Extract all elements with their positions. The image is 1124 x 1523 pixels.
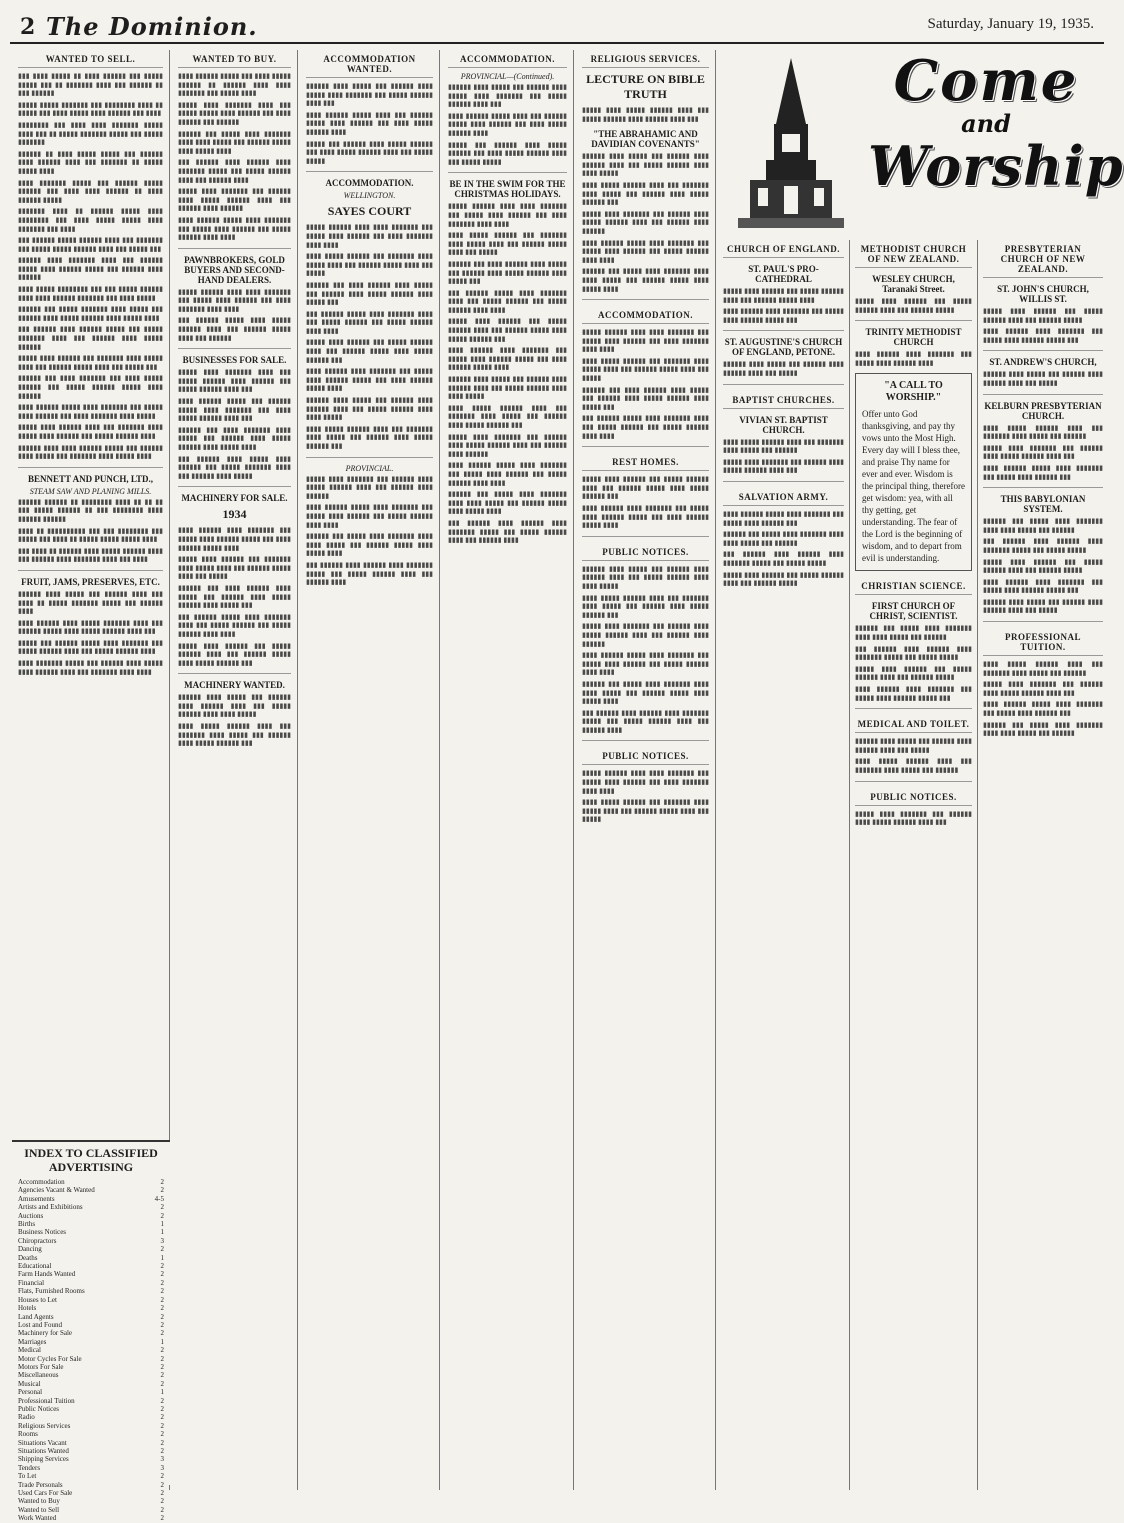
- section-heading: METHODIST CHURCH OF NEW ZEALAND.: [855, 240, 972, 268]
- section-heading: MEDICAL AND TOILET.: [855, 715, 972, 733]
- index-entry-page: 2: [160, 1211, 164, 1220]
- section-heading: RELIGIOUS SERVICES.: [582, 50, 709, 68]
- index-entry-page: 2: [160, 1497, 164, 1506]
- ad-heading: LECTURE ON BIBLE TRUTH: [586, 72, 705, 101]
- index-entry-label: Agencies Vacant & Wanted: [18, 1186, 95, 1195]
- section-heading: FRUIT, JAMS, PRESERVES, ETC.: [21, 576, 160, 587]
- classified-text-block: ▮▮▮▮▮▮ ▮▮▮▮ ▮▮▮▮▮ ▮▮▮ ▮▮▮▮▮▮ ▮▮▮▮ ▮▮▮▮▮▮ ▮▮▮▮ ▮▮▮ ▮▮▮▮▮ ▮▮▮▮▮▮ ▮▮▮▮ ▮▮▮▮ ▮▮▮▮▮ ▮▮▮▮ ▮▮▮▮▮ ▮▮▮▮▮▮ ▮▮▮▮ ▮▮▮ ▮▮▮▮▮▮▮ ▮▮▮▮ ▮▮▮▮▮ ▮▮▮ ▮▮▮▮▮▮ ▮▮▮▮ ▮▮▮▮▮ ▮▮▮▮▮▮ ▮▮▮: [178, 693, 291, 748]
- section-heading: CHRISTIAN SCIENCE.: [855, 577, 972, 595]
- index-entry: [18, 1270, 164, 1278]
- section-heading: PRESBYTERIAN CHURCH OF NEW ZEALAND.: [983, 240, 1103, 278]
- index-entry: [18, 1262, 164, 1270]
- classified-text-block: ▮▮▮▮ ▮▮▮▮▮ ▮▮▮▮▮▮ ▮▮▮▮ ▮▮▮ ▮▮▮▮▮▮▮ ▮▮▮▮ ▮▮▮▮▮ ▮▮▮ ▮▮▮▮▮▮ ▮▮▮▮▮ ▮▮▮▮ ▮▮▮▮▮▮▮ ▮▮▮ ▮▮▮▮▮▮ ▮▮▮▮ ▮▮▮▮▮ ▮▮▮▮▮▮ ▮▮▮▮ ▮▮▮: [723, 437, 844, 475]
- index-entry: [18, 1355, 164, 1363]
- index-entry-label: Amusements: [18, 1194, 55, 1203]
- index-entry-label: Situations Wanted: [18, 1447, 69, 1455]
- church-heading: ST. ANDREW'S CHURCH,: [989, 357, 1097, 368]
- section-subheading: PROVINCIAL—(Continued).: [460, 72, 555, 81]
- index-entry: [18, 1481, 164, 1489]
- index-entry-page: 2: [160, 1379, 164, 1388]
- index-entry-label: Rooms: [18, 1430, 38, 1439]
- page-number: 2: [20, 14, 36, 40]
- divider: [582, 536, 709, 537]
- index-entry: [18, 1472, 164, 1480]
- index-entry: [18, 1464, 164, 1472]
- index-entry-label: Accommodation: [18, 1178, 65, 1186]
- index-entry: [18, 1203, 164, 1211]
- index-entry-label: Auctions: [18, 1211, 44, 1220]
- church-spire-illustration: [736, 54, 846, 232]
- index-entry-label: Flats, Furnished Rooms: [18, 1287, 85, 1296]
- index-entry: [18, 1497, 164, 1505]
- classified-text-block: ▮▮▮▮ ▮▮▮▮▮ ▮▮▮▮▮▮ ▮▮▮▮ ▮▮▮ ▮▮▮▮▮▮▮ ▮▮▮▮ ▮▮▮▮▮ ▮▮▮ ▮▮▮▮▮▮ ▮▮▮▮▮ ▮▮▮▮ ▮▮▮▮▮▮▮ ▮▮▮ ▮▮▮▮▮▮ ▮▮▮▮ ▮▮▮▮▮ ▮▮▮▮▮▮ ▮▮▮▮ ▮▮▮ ▮▮▮▮ ▮▮▮▮▮▮ ▮▮▮▮▮ ▮▮▮▮ ▮▮▮▮▮▮▮ ▮▮▮ ▮▮▮▮▮ ▮▮▮▮ ▮▮▮▮▮▮ ▮▮▮ ▮▮▮▮▮▮ ▮▮▮ ▮▮▮▮▮ ▮▮▮▮ ▮▮▮▮▮▮▮ ▮▮▮▮ ▮▮▮▮ ▮▮▮▮▮ ▮▮▮ ▮▮▮▮▮▮: [983, 660, 1103, 738]
- divider: [18, 570, 163, 571]
- index-entry: [18, 1447, 164, 1455]
- banner-word-2: and: [961, 109, 1011, 138]
- index-entry: [18, 1220, 164, 1228]
- index-entry-page: 2: [160, 1430, 164, 1439]
- index-entry: [18, 1346, 164, 1354]
- divider: [723, 330, 844, 331]
- index-entry-label: Deaths: [18, 1253, 38, 1262]
- divider: [582, 740, 709, 741]
- index-entry-page: 2: [160, 1186, 164, 1195]
- church-heading: ST. JOHN'S CHURCH, WILLIS ST.: [997, 284, 1089, 304]
- divider: [723, 384, 844, 385]
- classified-text-block: ▮▮▮▮▮ ▮▮▮▮ ▮▮▮▮▮▮ ▮▮▮ ▮▮▮▮▮ ▮▮▮▮▮▮ ▮▮▮▮ ▮▮▮ ▮▮▮▮▮▮ ▮▮▮▮▮ ▮▮▮▮ ▮▮▮▮ ▮▮▮▮▮▮ ▮▮▮▮ ▮▮▮▮▮▮▮ ▮▮▮ ▮▮▮▮▮ ▮▮▮▮ ▮▮▮▮▮▮ ▮▮▮▮▮ ▮▮▮: [723, 287, 844, 324]
- index-entry: [18, 1178, 164, 1186]
- index-entry-page: 2: [160, 1278, 164, 1287]
- index-entry-page: 1: [160, 1337, 164, 1346]
- index-entry: [18, 1186, 164, 1194]
- divider: [178, 673, 291, 674]
- index-entry-label: Trade Personals: [18, 1480, 63, 1489]
- divider: [306, 457, 433, 458]
- index-entry: [18, 1254, 164, 1262]
- classified-text-block: ▮▮▮▮▮ ▮▮▮▮▮▮ ▮▮▮▮ ▮▮▮▮ ▮▮▮▮▮▮▮ ▮▮▮ ▮▮▮▮▮ ▮▮▮▮ ▮▮▮▮▮▮ ▮▮▮ ▮▮▮▮ ▮▮▮▮▮▮▮ ▮▮▮▮ ▮▮▮▮ ▮▮▮▮ ▮▮▮▮▮ ▮▮▮▮▮▮ ▮▮▮ ▮▮▮▮▮▮▮ ▮▮▮▮ ▮▮▮▮▮ ▮▮▮▮ ▮▮▮ ▮▮▮▮▮▮ ▮▮▮▮▮ ▮▮▮▮ ▮▮▮ ▮▮▮▮▮ ▮▮▮▮▮▮ ▮▮▮ ▮▮▮▮ ▮▮▮▮▮▮ ▮▮▮▮ ▮▮▮▮▮ ▮▮▮ ▮▮▮▮▮▮ ▮▮▮▮ ▮▮▮▮▮ ▮▮▮▮▮▮ ▮▮▮▮ ▮▮▮▮▮ ▮▮▮ ▮▮▮ ▮▮▮▮▮▮ ▮▮▮▮▮ ▮▮▮▮ ▮▮▮▮▮▮▮ ▮▮▮▮ ▮▮▮ ▮▮▮▮▮ ▮▮▮▮▮▮ ▮▮▮ ▮▮▮▮▮ ▮▮▮▮▮▮ ▮▮▮▮ ▮▮▮▮: [582, 328, 709, 440]
- section-heading: PUBLIC NOTICES.: [855, 788, 972, 806]
- worship-column-presbyterian: [978, 240, 1108, 1490]
- banner-word-1: Come: [893, 48, 1079, 114]
- section-heading: PROFESSIONAL TUITION.: [983, 628, 1103, 656]
- index-entry-page: 2: [160, 1447, 164, 1455]
- index-entry: [18, 1397, 164, 1405]
- index-entry-label: Work Wanted: [18, 1514, 57, 1523]
- index-entry-page: 2: [160, 1489, 164, 1498]
- index-entry-page: 1: [160, 1220, 164, 1229]
- index-entry-label: Artists and Exhibitions: [18, 1203, 83, 1212]
- column-wanted-to-buy: [172, 50, 298, 1490]
- index-entry-label: Hotels: [18, 1304, 37, 1313]
- section-subheading: PROVINCIAL.: [345, 463, 394, 473]
- index-entry-label: Tenders: [18, 1463, 41, 1472]
- ad-year: 1934: [222, 507, 247, 522]
- index-entry: [18, 1338, 164, 1346]
- index-entry-page: 2: [160, 1413, 164, 1422]
- church-heading: KELBURN PRESBYTERIAN CHURCH.: [984, 400, 1102, 421]
- section-heading: CHURCH OF ENGLAND.: [723, 240, 844, 258]
- index-entry-label: Miscellaneous: [18, 1371, 59, 1380]
- worship-column-methodist: [850, 240, 978, 1490]
- index-entry: [18, 1363, 164, 1371]
- index-entry-label: Wanted to Buy: [18, 1497, 60, 1506]
- ad-subheading: "THE ABRAHAMIC AND DAVIDIAN COVENANTS": [591, 129, 700, 150]
- section-heading: WANTED TO BUY.: [178, 50, 291, 68]
- index-entry-label: Public Notices: [18, 1404, 60, 1413]
- classified-text-block: ▮▮▮▮▮ ▮▮▮▮▮▮ ▮▮▮▮ ▮▮▮▮ ▮▮▮▮▮▮▮ ▮▮▮ ▮▮▮▮▮ ▮▮▮▮ ▮▮▮▮▮▮ ▮▮▮ ▮▮▮▮ ▮▮▮▮▮▮▮ ▮▮▮▮ ▮▮▮▮ ▮▮▮▮ ▮▮▮▮▮ ▮▮▮▮▮▮ ▮▮▮ ▮▮▮▮▮▮▮ ▮▮▮▮ ▮▮▮▮▮ ▮▮▮▮ ▮▮▮ ▮▮▮▮▮▮ ▮▮▮▮▮ ▮▮▮▮ ▮▮▮ ▮▮▮▮▮ ▮▮▮▮▮▮ ▮▮▮ ▮▮▮▮ ▮▮▮▮▮▮ ▮▮▮▮ ▮▮▮▮▮ ▮▮▮ ▮▮▮▮▮▮ ▮▮▮▮ ▮▮▮▮▮ ▮▮▮▮▮▮ ▮▮▮▮ ▮▮▮▮▮ ▮▮▮ ▮▮▮ ▮▮▮▮▮▮ ▮▮▮▮▮ ▮▮▮▮ ▮▮▮▮▮▮▮ ▮▮▮▮ ▮▮▮ ▮▮▮▮▮ ▮▮▮▮▮▮ ▮▮▮ ▮▮▮▮▮ ▮▮▮▮▮▮ ▮▮▮▮ ▮▮▮▮ ▮▮▮▮▮ ▮▮▮▮ ▮▮▮▮▮▮ ▮▮▮ ▮▮▮▮▮ ▮▮▮▮▮▮ ▮▮▮▮ ▮▮▮ ▮▮▮▮▮▮ ▮▮▮▮▮ ▮▮▮▮ ▮▮▮▮▮ ▮▮▮▮▮▮ ▮▮▮ ▮▮▮▮ ▮▮▮▮▮▮ ▮▮▮▮ ▮▮▮▮▮▮▮ ▮▮▮ ▮▮▮▮▮ ▮▮▮▮ ▮▮▮▮▮▮ ▮▮▮▮▮ ▮▮▮ ▮▮▮▮ ▮▮▮▮▮▮ ▮▮▮▮▮ ▮▮▮▮ ▮▮▮▮▮▮ ▮▮▮▮ ▮▮▮▮▮ ▮▮▮ ▮▮▮▮▮▮ ▮▮▮▮ ▮▮▮▮▮▮ ▮▮▮▮ ▮▮▮ ▮▮▮▮▮ ▮▮▮▮▮▮ ▮▮▮▮ ▮▮▮▮ ▮▮▮▮▮ ▮▮▮▮ ▮▮▮▮▮ ▮▮▮▮▮▮ ▮▮▮▮ ▮▮▮ ▮▮▮▮▮▮▮ ▮▮▮▮ ▮▮▮▮▮ ▮▮▮ ▮▮▮▮▮▮ ▮▮▮▮ ▮▮▮▮▮ ▮▮▮▮▮▮ ▮▮▮ ▮▮▮▮▮ ▮▮▮▮ ▮▮▮▮▮▮▮ ▮▮▮ ▮▮▮▮▮▮ ▮▮▮▮ ▮▮▮▮▮ ▮▮▮▮▮▮ ▮▮▮▮ ▮▮▮ ▮▮▮▮▮▮ ▮▮▮▮ ▮▮▮▮▮▮ ▮▮▮▮ ▮▮▮▮▮▮ ▮▮▮▮▮ ▮▮▮▮ ▮▮▮▮▮▮▮ ▮▮▮ ▮▮▮▮▮ ▮▮▮▮ ▮▮▮▮▮▮ ▮▮▮ ▮▮▮▮▮ ▮▮▮▮▮▮ ▮▮▮▮ ▮▮▮▮ ▮▮▮▮▮▮ ▮▮▮ ▮▮▮▮▮ ▮▮▮▮ ▮▮▮▮▮▮▮ ▮▮▮▮ ▮▮▮▮ ▮▮▮▮▮ ▮▮▮ ▮▮▮▮▮▮ ▮▮▮▮▮ ▮▮▮▮ ▮▮▮▮▮ ▮▮▮▮ ▮▮▮ ▮▮▮▮▮▮ ▮▮▮▮ ▮▮▮▮▮▮ ▮▮▮▮ ▮▮▮▮▮▮▮ ▮▮▮▮▮ ▮▮▮ ▮▮▮▮▮ ▮▮▮▮▮▮ ▮▮▮▮ ▮▮▮ ▮▮▮▮▮▮ ▮▮▮▮: [448, 202, 567, 545]
- index-entry-label: Motor Cycles For Sale: [18, 1354, 82, 1363]
- index-entry-page: 2: [160, 1295, 164, 1304]
- call-to-worship-box: [855, 373, 972, 571]
- index-entry-label: Farm Hands Wanted: [18, 1270, 76, 1279]
- verse-heading: "A CALL TO WORSHIP.": [884, 380, 943, 404]
- banner-word-3: Worship: [868, 134, 1124, 198]
- classified-text-block: ▮▮▮ ▮▮▮▮ ▮▮▮▮▮ ▮▮ ▮▮▮▮ ▮▮▮▮▮▮ ▮▮▮ ▮▮▮▮▮ ▮▮▮▮▮ ▮▮▮ ▮▮ ▮▮▮▮▮▮▮ ▮▮▮▮ ▮▮▮ ▮▮▮▮▮▮ ▮▮ ▮▮▮ ▮▮▮▮▮▮ ▮▮▮▮▮ ▮▮▮▮▮ ▮▮▮▮▮▮▮ ▮▮▮ ▮▮▮▮▮▮▮▮ ▮▮▮▮ ▮▮ ▮▮▮▮▮ ▮▮▮ ▮▮▮▮ ▮▮▮▮▮ ▮▮▮▮ ▮▮▮▮▮▮ ▮▮▮ ▮▮▮▮ ▮▮▮▮▮▮▮▮ ▮▮▮ ▮▮▮▮ ▮▮▮▮ ▮▮▮▮▮▮▮ ▮▮▮▮▮ ▮▮▮▮ ▮▮▮ ▮▮ ▮▮▮▮▮ ▮▮▮▮▮▮▮ ▮▮▮▮▮ ▮▮▮ ▮▮▮▮▮ ▮▮▮▮▮▮▮ ▮▮▮▮▮▮ ▮▮ ▮▮▮▮ ▮▮▮▮▮ ▮▮▮▮▮ ▮▮▮ ▮▮▮▮▮▮ ▮▮▮▮ ▮▮▮▮▮▮ ▮▮▮▮ ▮▮▮ ▮▮▮▮▮▮▮ ▮▮ ▮▮▮▮▮ ▮▮▮▮▮ ▮▮▮▮ ▮▮▮▮ ▮▮▮▮▮▮▮ ▮▮▮▮▮ ▮▮▮ ▮▮▮▮▮▮ ▮▮▮▮▮ ▮▮▮▮▮▮ ▮▮▮ ▮▮▮▮ ▮▮▮▮ ▮▮▮▮▮▮ ▮▮ ▮▮▮▮ ▮▮▮▮▮▮ ▮▮▮▮▮ ▮▮▮▮▮▮▮ ▮▮▮▮ ▮▮ ▮▮▮▮▮▮ ▮▮▮▮▮ ▮▮▮▮ ▮▮▮▮▮▮▮▮ ▮▮▮ ▮▮▮▮ ▮▮▮▮▮ ▮▮▮▮▮ ▮▮▮▮ ▮▮▮▮▮▮▮ ▮▮▮ ▮▮▮▮ ▮▮▮ ▮▮▮▮▮▮ ▮▮▮▮▮ ▮▮▮▮▮▮ ▮▮▮▮ ▮▮▮ ▮▮▮▮▮▮▮ ▮▮▮ ▮▮▮▮▮ ▮▮▮▮▮ ▮▮▮▮▮▮ ▮▮▮▮ ▮▮▮ ▮▮▮▮▮ ▮▮▮ ▮▮▮▮▮▮ ▮▮▮▮ ▮▮▮▮▮▮▮ ▮▮▮▮ ▮▮▮ ▮▮▮▮▮▮ ▮▮▮▮▮ ▮▮▮▮ ▮▮▮▮▮▮ ▮▮▮▮▮ ▮▮▮ ▮▮▮▮▮▮ ▮▮▮▮ ▮▮▮▮▮▮ ▮▮▮▮ ▮▮▮▮▮ ▮▮▮▮▮▮▮▮ ▮▮▮ ▮▮▮ ▮▮▮▮▮ ▮▮▮▮▮▮ ▮▮▮▮ ▮▮▮▮ ▮▮▮▮▮▮ ▮▮▮▮▮▮▮ ▮▮▮ ▮▮▮▮ ▮▮▮▮▮ ▮▮▮▮▮▮ ▮▮▮ ▮▮▮▮▮ ▮▮▮▮▮▮▮ ▮▮▮▮ ▮▮▮▮▮ ▮▮▮ ▮▮▮▮▮▮ ▮▮▮▮ ▮▮▮▮▮ ▮▮▮▮▮▮ ▮▮▮▮ ▮▮▮▮▮ ▮▮▮▮ ▮▮▮ ▮▮▮▮▮▮ ▮▮▮▮ ▮▮▮▮▮▮ ▮▮▮▮▮ ▮▮▮ ▮▮▮▮▮ ▮▮▮▮▮▮▮ ▮▮▮▮ ▮▮▮ ▮▮▮▮▮▮ ▮▮▮▮ ▮▮▮▮▮ ▮▮▮▮▮▮ ▮▮▮▮▮ ▮▮▮▮ ▮▮▮▮▮▮ ▮▮▮ ▮▮▮▮▮▮▮ ▮▮▮▮ ▮▮▮▮▮ ▮▮▮▮ ▮▮▮ ▮▮▮▮▮▮ ▮▮▮▮▮ ▮▮▮▮ ▮▮▮ ▮▮▮▮▮ ▮▮▮ ▮▮▮▮▮▮ ▮▮▮ ▮▮▮▮ ▮▮▮▮▮▮▮ ▮▮▮ ▮▮▮▮ ▮▮▮▮▮ ▮▮▮▮▮▮ ▮▮▮ ▮▮▮▮▮ ▮▮▮▮▮▮ ▮▮▮▮▮ ▮▮▮▮ ▮▮▮▮▮▮ ▮▮▮▮ ▮▮▮▮▮▮ ▮▮▮▮▮ ▮▮▮▮ ▮▮▮▮▮▮▮ ▮▮▮ ▮▮▮▮▮ ▮▮▮▮ ▮▮▮▮▮▮ ▮▮▮ ▮▮▮▮ ▮▮▮▮▮▮▮ ▮▮▮▮ ▮▮▮▮▮ ▮▮▮▮▮ ▮▮▮▮ ▮▮▮▮▮▮ ▮▮▮▮ ▮▮▮ ▮▮▮▮▮▮▮ ▮▮▮▮ ▮▮▮▮▮ ▮▮▮▮ ▮▮▮▮▮▮ ▮▮▮ ▮▮▮▮▮ ▮▮▮▮▮▮ ▮▮▮▮ ▮▮▮▮▮▮ ▮▮▮▮ ▮▮▮▮ ▮▮▮▮▮▮ ▮▮▮▮▮ ▮▮▮ ▮▮▮▮▮▮ ▮▮▮▮ ▮▮▮▮▮ ▮▮▮ ▮▮▮▮▮▮▮ ▮▮▮▮ ▮▮▮▮▮ ▮▮▮▮: [18, 72, 163, 461]
- index-list: [18, 1178, 164, 1523]
- index-entry-page: 4-5: [154, 1194, 164, 1203]
- index-entry: [18, 1430, 164, 1438]
- ad-title-sayes-court: SAYES COURT: [327, 204, 412, 219]
- ad-subheading: STEAM SAW AND PLANING MILLS.: [29, 486, 152, 496]
- index-entry-label: Business Notices: [18, 1228, 67, 1237]
- church-heading: TRINITY METHODIST CHURCH: [865, 327, 962, 348]
- section-heading: PAWNBROKERS, GOLD BUYERS AND SECOND-HAND DEALERS.: [184, 254, 285, 285]
- index-entry-page: 3: [160, 1463, 164, 1472]
- index-entry-page: 2: [160, 1354, 164, 1363]
- index-entry-label: Financial: [18, 1278, 45, 1287]
- classified-text-block: ▮▮▮▮▮▮ ▮▮▮▮ ▮▮▮▮▮ ▮▮▮ ▮▮▮▮▮▮ ▮▮▮▮ ▮▮▮▮▮ ▮▮▮▮ ▮▮▮▮▮▮▮ ▮▮▮ ▮▮▮▮▮ ▮▮▮▮▮▮ ▮▮▮▮ ▮▮▮ ▮▮▮▮ ▮▮▮▮▮▮ ▮▮▮▮▮ ▮▮▮▮ ▮▮▮ ▮▮▮▮▮▮ ▮▮▮▮▮ ▮▮▮▮ ▮▮▮▮▮▮ ▮▮▮ ▮▮▮▮ ▮▮▮▮▮ ▮▮▮▮▮▮ ▮▮▮▮ ▮▮▮▮▮ ▮▮▮ ▮▮▮▮▮▮ ▮▮▮▮ ▮▮▮▮▮ ▮▮▮▮▮▮ ▮▮▮ ▮▮▮▮ ▮▮▮▮▮ ▮▮▮▮▮▮ ▮▮▮▮ ▮▮▮ ▮▮▮▮▮ ▮▮▮▮▮: [306, 82, 433, 165]
- classified-text-block: ▮▮▮▮▮ ▮▮▮▮▮▮ ▮▮▮▮ ▮▮▮▮ ▮▮▮▮▮▮▮ ▮▮▮ ▮▮▮▮▮ ▮▮▮▮ ▮▮▮▮▮▮ ▮▮▮ ▮▮▮▮ ▮▮▮▮▮▮▮ ▮▮▮▮ ▮▮▮▮ ▮▮▮▮ ▮▮▮▮▮ ▮▮▮▮▮▮ ▮▮▮ ▮▮▮▮▮▮▮ ▮▮▮▮ ▮▮▮▮▮ ▮▮▮▮ ▮▮▮ ▮▮▮▮▮▮ ▮▮▮▮▮ ▮▮▮▮ ▮▮▮ ▮▮▮▮▮: [582, 769, 709, 824]
- divider: [18, 467, 163, 468]
- index-entry-page: 2: [160, 1304, 164, 1313]
- index-entry: [18, 1321, 164, 1329]
- divider: [582, 299, 709, 300]
- index-entry-page: 2: [160, 1312, 164, 1321]
- section-heading: SALVATION ARMY.: [723, 488, 844, 506]
- index-entry: [18, 1195, 164, 1203]
- index-entry: [18, 1287, 164, 1295]
- index-entry-page: 2: [160, 1514, 164, 1523]
- classified-text-block: ▮▮▮▮▮▮ ▮▮▮▮ ▮▮▮▮▮ ▮▮▮ ▮▮▮▮▮▮ ▮▮▮▮ ▮▮▮▮▮▮ ▮▮▮▮ ▮▮▮ ▮▮▮▮▮ ▮▮▮▮▮▮ ▮▮▮▮ ▮▮▮▮ ▮▮▮▮▮ ▮▮▮▮ ▮▮▮▮▮ ▮▮▮▮▮▮ ▮▮▮▮ ▮▮▮ ▮▮▮▮▮▮▮ ▮▮▮▮ ▮▮▮▮▮ ▮▮▮ ▮▮▮▮▮▮ ▮▮▮▮ ▮▮▮▮▮ ▮▮▮▮▮▮ ▮▮▮ ▮▮▮▮▮ ▮▮▮▮ ▮▮▮▮▮▮▮ ▮▮▮ ▮▮▮▮▮▮ ▮▮▮▮ ▮▮▮▮▮ ▮▮▮▮▮▮ ▮▮▮▮ ▮▮▮ ▮▮▮▮▮▮ ▮▮▮▮ ▮▮▮▮▮▮ ▮▮▮▮ ▮▮▮▮▮▮ ▮▮▮▮▮ ▮▮▮▮ ▮▮▮▮▮▮▮ ▮▮▮ ▮▮▮▮▮ ▮▮▮▮ ▮▮▮▮▮▮ ▮▮▮ ▮▮▮▮▮ ▮▮▮▮▮▮ ▮▮▮▮ ▮▮▮▮ ▮▮▮▮▮▮ ▮▮▮ ▮▮▮▮▮ ▮▮▮▮ ▮▮▮▮▮▮▮ ▮▮▮▮ ▮▮▮▮ ▮▮▮▮▮ ▮▮▮ ▮▮▮▮▮▮ ▮▮▮▮▮ ▮▮▮▮ ▮▮▮▮▮ ▮▮▮▮ ▮▮▮ ▮▮▮▮▮▮ ▮▮▮▮ ▮▮▮▮▮▮ ▮▮▮▮ ▮▮▮▮▮▮▮ ▮▮▮▮▮ ▮▮▮ ▮▮▮▮▮ ▮▮▮▮▮▮ ▮▮▮▮ ▮▮▮ ▮▮▮▮▮▮ ▮▮▮▮: [582, 564, 709, 734]
- divider: [306, 171, 433, 172]
- index-entry-label: Motors For Sale: [18, 1362, 64, 1371]
- classified-text-block: ▮▮▮▮ ▮▮▮▮▮▮ ▮▮▮▮▮ ▮▮▮▮ ▮▮▮▮▮▮▮ ▮▮▮ ▮▮▮▮▮ ▮▮▮▮ ▮▮▮▮▮▮ ▮▮▮ ▮▮▮▮▮▮ ▮▮▮ ▮▮▮▮▮ ▮▮▮▮ ▮▮▮▮▮▮▮ ▮▮▮▮ ▮▮▮▮ ▮▮▮▮▮ ▮▮▮ ▮▮▮▮▮▮ ▮▮▮ ▮▮▮▮▮▮ ▮▮▮▮ ▮▮▮▮▮▮ ▮▮▮▮ ▮▮▮▮▮▮▮ ▮▮▮▮▮ ▮▮▮ ▮▮▮▮▮ ▮▮▮▮▮ ▮▮▮▮▮ ▮▮▮▮ ▮▮▮▮▮▮ ▮▮▮ ▮▮▮▮▮ ▮▮▮▮▮▮ ▮▮▮▮ ▮▮▮ ▮▮▮▮▮▮ ▮▮▮▮▮: [723, 509, 844, 588]
- index-entry-label: Dancing: [18, 1245, 42, 1254]
- worship-banner: [718, 48, 1124, 235]
- issue-date: Saturday, January 19, 1935.: [927, 16, 1094, 32]
- church-heading: THIS BABYLONIAN SYSTEM.: [1000, 494, 1086, 515]
- church-heading: WESLEY CHURCH, Taranaki Street.: [872, 274, 955, 294]
- index-entry-page: 2: [160, 1178, 164, 1186]
- classified-text-block: ▮▮▮▮▮▮ ▮▮▮▮ ▮▮▮▮▮ ▮▮▮ ▮▮▮▮▮▮ ▮▮▮▮ ▮▮▮▮▮▮ ▮▮▮▮ ▮▮▮ ▮▮▮▮▮: [983, 370, 1103, 387]
- index-entry-label: Radio: [18, 1413, 35, 1422]
- index-entry: [18, 1296, 164, 1304]
- index-entry-page: 1: [160, 1228, 164, 1237]
- classified-text-block: ▮▮▮▮▮▮ ▮▮▮ ▮▮▮▮▮ ▮▮▮▮ ▮▮▮▮▮▮▮ ▮▮▮▮ ▮▮▮▮ ▮▮▮▮▮ ▮▮▮ ▮▮▮▮▮▮ ▮▮▮ ▮▮▮▮▮▮ ▮▮▮▮ ▮▮▮▮▮▮ ▮▮▮▮ ▮▮▮▮▮▮▮ ▮▮▮▮▮ ▮▮▮ ▮▮▮▮▮ ▮▮▮▮▮ ▮▮▮▮▮ ▮▮▮▮ ▮▮▮▮▮▮ ▮▮▮ ▮▮▮▮▮ ▮▮▮▮▮▮ ▮▮▮▮ ▮▮▮ ▮▮▮▮▮▮ ▮▮▮▮▮ ▮▮▮▮ ▮▮▮▮▮▮ ▮▮▮▮ ▮▮▮▮▮▮▮ ▮▮▮ ▮▮▮▮▮ ▮▮▮▮ ▮▮▮▮▮▮ ▮▮▮▮▮ ▮▮▮ ▮▮▮▮▮▮ ▮▮▮▮ ▮▮▮▮▮ ▮▮▮ ▮▮▮▮▮▮ ▮▮▮▮ ▮▮▮▮▮▮ ▮▮▮▮ ▮▮▮ ▮▮▮▮▮: [983, 517, 1103, 615]
- index-entry-page: 1: [160, 1388, 164, 1397]
- index-entry-label: Land Agents: [18, 1312, 54, 1321]
- divider: [178, 486, 291, 487]
- classified-text-block: ▮▮▮▮▮ ▮▮▮▮ ▮▮▮▮▮▮▮ ▮▮▮ ▮▮▮▮▮▮ ▮▮▮▮ ▮▮▮▮▮ ▮▮▮▮▮▮ ▮▮▮▮ ▮▮▮ ▮▮▮▮▮▮ ▮▮▮▮ ▮▮▮▮▮▮ ▮▮▮▮ ▮▮▮▮▮▮ ▮▮▮▮▮ ▮▮▮▮ ▮▮▮▮▮▮▮ ▮▮▮ ▮▮▮▮▮ ▮▮▮▮ ▮▮▮▮▮▮ ▮▮▮ ▮▮▮▮▮ ▮▮▮▮▮▮ ▮▮▮▮ ▮▮▮▮ ▮▮▮▮▮▮ ▮▮▮ ▮▮▮▮▮ ▮▮▮▮ ▮▮▮▮▮▮▮ ▮▮▮▮ ▮▮▮▮ ▮▮▮▮▮ ▮▮▮ ▮▮▮▮▮▮ ▮▮▮▮▮ ▮▮▮▮ ▮▮▮▮▮ ▮▮▮▮ ▮▮▮ ▮▮▮▮▮▮ ▮▮▮▮ ▮▮▮▮▮▮ ▮▮▮▮ ▮▮▮▮▮▮▮ ▮▮▮▮▮ ▮▮▮ ▮▮▮▮▮ ▮▮▮▮▮▮ ▮▮▮▮ ▮▮▮ ▮▮▮▮▮▮ ▮▮▮▮: [306, 474, 433, 587]
- classified-text-block: ▮▮▮▮ ▮▮▮▮▮ ▮▮▮▮▮▮ ▮▮▮▮ ▮▮▮ ▮▮▮▮▮▮▮ ▮▮▮▮ ▮▮▮▮▮ ▮▮▮ ▮▮▮▮▮▮ ▮▮▮▮▮ ▮▮▮▮ ▮▮▮▮▮▮▮ ▮▮▮ ▮▮▮▮▮▮ ▮▮▮▮ ▮▮▮▮▮ ▮▮▮▮▮▮ ▮▮▮▮ ▮▮▮ ▮▮▮▮ ▮▮▮▮▮▮ ▮▮▮▮▮ ▮▮▮▮ ▮▮▮▮▮▮▮ ▮▮▮ ▮▮▮▮▮ ▮▮▮▮ ▮▮▮▮▮▮ ▮▮▮: [983, 423, 1103, 481]
- divider: [855, 781, 972, 782]
- index-entry-label: Chiropractors: [18, 1236, 57, 1245]
- column-accommodation: [442, 50, 574, 1490]
- index-entry-page: 2: [160, 1505, 164, 1514]
- classified-text-block: ▮▮▮▮▮▮ ▮▮▮▮ ▮▮▮▮▮ ▮▮▮ ▮▮▮▮▮▮ ▮▮▮▮ ▮▮▮▮▮▮ ▮▮▮▮ ▮▮▮ ▮▮▮▮▮ ▮▮▮▮▮▮ ▮▮▮▮ ▮▮▮▮ ▮▮▮▮▮ ▮▮▮▮ ▮▮▮▮▮ ▮▮▮▮▮▮ ▮▮▮▮ ▮▮▮ ▮▮▮▮▮▮▮ ▮▮▮▮ ▮▮▮▮▮ ▮▮▮ ▮▮▮▮▮▮ ▮▮▮▮ ▮▮▮▮▮ ▮▮▮▮▮▮ ▮▮▮ ▮▮▮▮▮ ▮▮▮▮ ▮▮▮▮▮▮▮ ▮▮▮ ▮▮▮▮▮▮ ▮▮▮▮ ▮▮▮▮▮ ▮▮▮▮▮▮ ▮▮▮▮ ▮▮▮ ▮▮▮▮▮▮ ▮▮▮▮ ▮▮▮▮▮▮ ▮▮▮▮ ▮▮▮▮▮▮ ▮▮▮▮▮ ▮▮▮▮ ▮▮▮▮▮▮▮ ▮▮▮ ▮▮▮▮▮ ▮▮▮▮ ▮▮▮▮▮▮ ▮▮▮ ▮▮▮▮▮ ▮▮▮▮▮▮ ▮▮▮▮ ▮▮▮▮ ▮▮▮▮▮▮ ▮▮▮ ▮▮▮▮▮ ▮▮▮▮ ▮▮▮▮▮▮▮ ▮▮▮▮ ▮▮▮▮ ▮▮▮▮▮ ▮▮▮ ▮▮▮▮▮▮ ▮▮▮▮▮ ▮▮▮▮ ▮▮▮▮▮ ▮▮▮▮: [582, 152, 709, 293]
- index-entry: [18, 1380, 164, 1388]
- section-heading: BUSINESSES FOR SALE.: [182, 355, 287, 366]
- index-entry: [18, 1439, 164, 1447]
- church-heading: VIVIAN ST. BAPTIST CHURCH.: [739, 414, 828, 435]
- index-entry-page: 3: [160, 1455, 164, 1464]
- index-entry-page: 2: [160, 1472, 164, 1481]
- section-heading: ACCOMMODATION WANTED.: [306, 50, 433, 78]
- index-entry: [18, 1455, 164, 1463]
- index-entry-page: 2: [160, 1270, 164, 1279]
- index-entry-page: 2: [160, 1371, 164, 1380]
- index-entry-label: Religious Services: [18, 1421, 71, 1430]
- index-entry-page: 1: [160, 1253, 164, 1262]
- index-entry-page: 3: [160, 1236, 164, 1245]
- classified-text-block: ▮▮▮▮▮ ▮▮▮▮▮▮ ▮▮▮▮ ▮▮▮▮ ▮▮▮▮▮▮▮ ▮▮▮ ▮▮▮▮▮ ▮▮▮▮ ▮▮▮▮▮▮ ▮▮▮ ▮▮▮▮ ▮▮▮▮▮▮▮ ▮▮▮▮ ▮▮▮▮ ▮▮▮ ▮▮▮▮▮▮ ▮▮▮▮▮ ▮▮▮▮ ▮▮▮▮▮ ▮▮▮▮▮▮ ▮▮▮▮ ▮▮▮ ▮▮▮▮▮▮ ▮▮▮▮▮ ▮▮▮▮ ▮▮▮ ▮▮▮▮▮▮: [178, 287, 291, 342]
- section-heading: MACHINERY FOR SALE.: [181, 493, 288, 504]
- classified-text-block: ▮▮▮▮▮ ▮▮▮▮ ▮▮▮▮▮▮ ▮▮▮ ▮▮▮▮▮ ▮▮▮▮▮▮ ▮▮▮▮ ▮▮▮ ▮▮▮▮▮▮ ▮▮▮▮▮: [855, 297, 972, 314]
- section-heading: BAPTIST CHURCHES.: [723, 391, 844, 409]
- index-entry-page: 2: [160, 1438, 164, 1447]
- index-entry: [18, 1228, 164, 1236]
- divider: [178, 248, 291, 249]
- section-heading: ACCOMMODATION.: [325, 178, 414, 189]
- index-entry-page: 2: [160, 1421, 164, 1430]
- index-entry-page: 2: [160, 1480, 164, 1489]
- index-entry-label: Used Cars For Sale: [18, 1489, 73, 1498]
- column-religious-services: [576, 50, 716, 1490]
- ad-heading: BE IN THE SWIM FOR THE CHRISTMAS HOLIDAYS.: [449, 179, 566, 200]
- classified-text-block: ▮▮▮▮▮ ▮▮▮▮ ▮▮▮▮▮▮ ▮▮▮ ▮▮▮▮▮ ▮▮▮▮▮▮ ▮▮▮▮ ▮▮▮ ▮▮▮▮▮▮ ▮▮▮▮▮ ▮▮▮▮ ▮▮▮▮▮ ▮▮▮▮▮▮ ▮▮▮ ▮▮▮▮ ▮▮▮▮▮▮ ▮▮▮▮ ▮▮▮▮▮▮▮ ▮▮▮ ▮▮▮▮▮ ▮▮▮▮ ▮▮▮▮▮▮ ▮▮▮▮▮ ▮▮▮ ▮▮▮▮ ▮▮▮▮▮▮ ▮▮▮▮▮ ▮▮▮▮: [582, 475, 709, 530]
- section-heading: MACHINERY WANTED.: [184, 680, 285, 691]
- divider: [983, 350, 1103, 351]
- classified-text-block: ▮▮▮▮▮▮ ▮▮▮ ▮▮▮▮▮ ▮▮▮▮ ▮▮▮▮▮▮▮ ▮▮▮▮ ▮▮▮▮ ▮▮▮▮▮ ▮▮▮ ▮▮▮▮▮▮ ▮▮▮ ▮▮▮▮▮▮ ▮▮▮▮ ▮▮▮▮▮▮ ▮▮▮▮ ▮▮▮▮▮▮▮ ▮▮▮▮▮ ▮▮▮ ▮▮▮▮▮ ▮▮▮▮▮ ▮▮▮▮▮ ▮▮▮▮ ▮▮▮▮▮▮ ▮▮▮ ▮▮▮▮▮ ▮▮▮▮▮▮ ▮▮▮▮ ▮▮▮ ▮▮▮▮▮▮ ▮▮▮▮▮ ▮▮▮▮ ▮▮▮▮▮▮ ▮▮▮▮ ▮▮▮▮▮▮▮ ▮▮▮ ▮▮▮▮▮ ▮▮▮▮ ▮▮▮▮▮▮ ▮▮▮▮▮ ▮▮▮: [855, 624, 972, 702]
- index-entry: [18, 1489, 164, 1497]
- index-entry-label: Lost and Found: [18, 1320, 62, 1329]
- index-entry: [18, 1388, 164, 1396]
- classified-text-block: ▮▮▮▮ ▮▮▮▮▮▮ ▮▮▮▮ ▮▮▮▮▮▮▮ ▮▮▮ ▮▮▮▮▮ ▮▮▮▮ ▮▮▮▮▮▮ ▮▮▮▮: [855, 350, 972, 367]
- divider: [582, 446, 709, 447]
- index-entry-page: 2: [160, 1287, 164, 1296]
- index-entry-page: 2: [160, 1404, 164, 1413]
- divider: [855, 320, 972, 321]
- index-entry-label: To Let: [18, 1472, 37, 1481]
- index-entry: [18, 1237, 164, 1245]
- divider: [448, 172, 567, 173]
- index-entry-page: 2: [160, 1203, 164, 1212]
- divider: [855, 708, 972, 709]
- index-entry-page: 2: [160, 1262, 164, 1271]
- classified-text-block: ▮▮▮▮▮ ▮▮▮▮ ▮▮▮▮▮▮ ▮▮▮ ▮▮▮▮▮ ▮▮▮▮▮▮ ▮▮▮▮ ▮▮▮ ▮▮▮▮▮▮ ▮▮▮▮▮ ▮▮▮▮ ▮▮▮▮▮▮ ▮▮▮▮ ▮▮▮▮▮▮▮ ▮▮▮ ▮▮▮▮▮ ▮▮▮▮ ▮▮▮▮▮▮ ▮▮▮▮▮ ▮▮▮: [983, 307, 1103, 344]
- index-entry-page: 2: [160, 1245, 164, 1254]
- index-entry-label: Machinery for Sale: [18, 1329, 73, 1338]
- index-entry-label: Marriages: [18, 1337, 47, 1346]
- index-entry: [18, 1279, 164, 1287]
- index-entry: [18, 1304, 164, 1312]
- classified-text-block: ▮▮▮▮▮ ▮▮▮▮▮▮ ▮▮▮▮ ▮▮▮▮ ▮▮▮▮▮▮▮ ▮▮▮ ▮▮▮▮▮ ▮▮▮▮ ▮▮▮▮▮▮ ▮▮▮ ▮▮▮▮ ▮▮▮▮▮▮▮ ▮▮▮▮ ▮▮▮▮ ▮▮▮▮ ▮▮▮▮▮ ▮▮▮▮▮▮ ▮▮▮ ▮▮▮▮▮▮▮ ▮▮▮▮ ▮▮▮▮▮ ▮▮▮▮ ▮▮▮ ▮▮▮▮▮▮ ▮▮▮▮▮ ▮▮▮▮ ▮▮▮ ▮▮▮▮▮ ▮▮▮▮▮▮ ▮▮▮ ▮▮▮▮ ▮▮▮▮▮▮ ▮▮▮▮ ▮▮▮▮▮ ▮▮▮ ▮▮▮▮▮▮ ▮▮▮▮ ▮▮▮▮▮ ▮▮▮▮▮▮ ▮▮▮▮ ▮▮▮▮▮ ▮▮▮ ▮▮▮ ▮▮▮▮▮▮ ▮▮▮▮▮ ▮▮▮▮ ▮▮▮▮▮▮▮ ▮▮▮▮ ▮▮▮ ▮▮▮▮▮ ▮▮▮▮▮▮ ▮▮▮ ▮▮▮▮▮ ▮▮▮▮▮▮ ▮▮▮▮ ▮▮▮▮ ▮▮▮▮▮ ▮▮▮▮ ▮▮▮▮▮▮ ▮▮▮ ▮▮▮▮▮ ▮▮▮▮▮▮ ▮▮▮▮ ▮▮▮ ▮▮▮▮▮▮ ▮▮▮▮▮ ▮▮▮▮ ▮▮▮▮▮ ▮▮▮▮▮▮ ▮▮▮ ▮▮▮▮ ▮▮▮▮▮▮ ▮▮▮▮ ▮▮▮▮▮▮▮ ▮▮▮ ▮▮▮▮▮ ▮▮▮▮ ▮▮▮▮▮▮ ▮▮▮▮▮ ▮▮▮ ▮▮▮▮ ▮▮▮▮▮▮ ▮▮▮▮▮ ▮▮▮▮ ▮▮▮▮▮▮ ▮▮▮▮ ▮▮▮▮▮ ▮▮▮ ▮▮▮▮▮▮ ▮▮▮▮ ▮▮▮▮▮▮ ▮▮▮▮ ▮▮▮ ▮▮▮▮▮ ▮▮▮▮▮▮ ▮▮▮▮ ▮▮▮▮ ▮▮▮▮▮ ▮▮▮▮ ▮▮▮▮▮ ▮▮▮▮▮▮ ▮▮▮▮ ▮▮▮ ▮▮▮▮▮▮▮ ▮▮▮▮ ▮▮▮▮▮ ▮▮▮ ▮▮▮▮▮▮ ▮▮▮▮ ▮▮▮▮▮ ▮▮▮▮▮▮ ▮▮▮: [306, 223, 433, 450]
- divider: [723, 481, 844, 482]
- index-entry: [18, 1413, 164, 1421]
- worship-banner-title: [868, 48, 1124, 235]
- church-heading: ST. AUGUSTINE'S CHURCH OF ENGLAND, PETONE.: [724, 337, 843, 358]
- index-entry-label: Professional Tuition: [18, 1396, 75, 1405]
- church-heading: ST. PAUL'S PRO-CATHEDRAL: [748, 264, 819, 284]
- index-entry-label: Births: [18, 1220, 36, 1229]
- index-entry-label: Houses to Let: [18, 1295, 57, 1304]
- index-entry-label: Musical: [18, 1379, 41, 1388]
- classified-text-block: ▮▮▮▮▮▮ ▮▮▮▮ ▮▮▮▮▮ ▮▮▮ ▮▮▮▮▮▮ ▮▮▮▮ ▮▮▮▮▮▮ ▮▮▮▮ ▮▮▮ ▮▮▮▮▮ ▮▮▮▮ ▮▮▮▮▮ ▮▮▮▮▮▮ ▮▮▮▮ ▮▮▮ ▮▮▮▮▮▮▮ ▮▮▮▮ ▮▮▮▮▮ ▮▮▮ ▮▮▮▮▮▮: [855, 737, 972, 774]
- divider: [983, 394, 1103, 395]
- section-subheading: WELLINGTON.: [343, 191, 396, 201]
- index-entry: [18, 1506, 164, 1514]
- ad-heading: BENNETT AND PUNCH, LTD.,: [27, 473, 154, 484]
- section-heading: WANTED TO SELL.: [18, 50, 163, 68]
- index-entry: [18, 1329, 164, 1337]
- classified-text-block: ▮▮▮▮▮▮ ▮▮▮▮▮▮ ▮▮ ▮▮▮▮▮▮▮▮ ▮▮▮▮ ▮▮ ▮▮ ▮▮ ▮▮▮ ▮▮▮▮▮ ▮▮▮▮▮▮ ▮▮ ▮▮▮ ▮▮▮▮▮▮▮▮ ▮▮▮▮ ▮▮▮▮▮▮ ▮▮▮▮▮▮ ▮▮▮▮ ▮▮ ▮▮▮▮▮▮▮▮▮▮ ▮▮▮ ▮▮▮ ▮▮▮▮▮▮▮▮ ▮▮▮ ▮▮▮▮▮ ▮▮▮ ▮▮▮▮ ▮▮ ▮▮▮▮▮ ▮▮▮▮▮ ▮▮▮▮▮ ▮▮▮▮ ▮▮▮ ▮▮▮▮ ▮▮ ▮▮▮▮▮▮ ▮▮▮▮ ▮▮▮▮▮ ▮▮▮▮▮▮ ▮▮▮▮ ▮▮▮ ▮▮▮▮▮▮ ▮▮▮▮ ▮▮▮▮▮▮▮ ▮▮▮▮ ▮▮▮ ▮▮▮▮: [18, 497, 163, 564]
- index-entry-label: Medical: [18, 1346, 41, 1355]
- classified-text-block: ▮▮▮▮▮▮ ▮▮▮▮ ▮▮▮▮▮ ▮▮▮ ▮▮▮▮▮▮ ▮▮▮▮ ▮▮▮▮▮▮ ▮▮▮▮ ▮▮▮ ▮▮▮▮▮: [723, 360, 844, 377]
- divider: [983, 621, 1103, 622]
- index-entry-page: 2: [160, 1346, 164, 1355]
- worship-column-church-of-england: [718, 240, 850, 1490]
- index-entry: [18, 1422, 164, 1430]
- section-heading: PUBLIC NOTICES.: [582, 543, 709, 561]
- index-entry-page: 2: [160, 1320, 164, 1329]
- index-entry: [18, 1212, 164, 1220]
- classified-text-block: ▮▮▮▮ ▮▮▮▮▮▮ ▮▮▮▮▮ ▮▮▮ ▮▮▮▮ ▮▮▮▮▮ ▮▮▮▮▮▮ ▮▮ ▮▮▮▮▮▮ ▮▮▮▮ ▮▮▮▮ ▮▮▮▮▮▮▮ ▮▮▮ ▮▮▮▮▮ ▮▮▮▮ ▮▮▮▮▮ ▮▮▮▮ ▮▮▮▮▮▮▮ ▮▮▮▮ ▮▮▮ ▮▮▮▮▮ ▮▮▮▮▮ ▮▮▮▮ ▮▮▮▮▮▮ ▮▮▮ ▮▮▮▮ ▮▮▮▮▮▮ ▮▮▮ ▮▮▮▮▮▮ ▮▮▮▮▮▮ ▮▮▮ ▮▮▮▮▮ ▮▮▮▮ ▮▮▮▮▮▮▮ ▮▮▮▮ ▮▮▮▮ ▮▮▮▮▮ ▮▮▮ ▮▮▮▮▮▮ ▮▮▮▮▮ ▮▮▮▮ ▮▮▮▮▮ ▮▮▮▮ ▮▮▮ ▮▮▮▮▮▮ ▮▮▮▮ ▮▮▮▮▮▮ ▮▮▮▮ ▮▮▮▮▮▮▮ ▮▮▮▮▮ ▮▮▮ ▮▮▮▮▮ ▮▮▮▮▮▮ ▮▮▮▮ ▮▮▮ ▮▮▮▮▮▮ ▮▮▮▮ ▮▮▮▮▮ ▮▮▮▮ ▮▮▮▮▮▮▮ ▮▮▮ ▮▮▮▮▮▮ ▮▮▮▮ ▮▮▮▮▮ ▮▮▮▮▮▮ ▮▮▮▮ ▮▮▮ ▮▮▮▮▮▮ ▮▮▮▮ ▮▮▮▮▮▮ ▮▮▮▮ ▮▮▮▮▮▮ ▮▮▮▮▮ ▮▮▮▮ ▮▮▮▮▮▮▮ ▮▮▮ ▮▮▮▮▮ ▮▮▮▮ ▮▮▮▮▮▮ ▮▮▮ ▮▮▮▮▮ ▮▮▮▮▮▮ ▮▮▮▮ ▮▮▮▮: [178, 72, 291, 242]
- index-entry: [18, 1371, 164, 1379]
- index-entry: [18, 1514, 164, 1522]
- divider: [983, 487, 1103, 488]
- index-entry-label: Educational: [18, 1262, 52, 1271]
- index-entry-page: 2: [160, 1396, 164, 1405]
- section-heading: REST HOMES.: [582, 453, 709, 471]
- section-heading: ACCOMMODATION.: [448, 50, 567, 68]
- index-entry-label: Wanted to Sell: [18, 1505, 60, 1514]
- section-heading: PUBLIC NOTICES.: [582, 747, 709, 765]
- classified-text-block: ▮▮▮▮▮▮ ▮▮▮▮ ▮▮▮▮▮ ▮▮▮ ▮▮▮▮▮▮ ▮▮▮▮ ▮▮▮ ▮▮▮▮ ▮▮ ▮▮▮▮▮ ▮▮▮▮▮▮▮ ▮▮▮▮▮ ▮▮▮ ▮▮▮▮▮▮ ▮▮▮▮ ▮▮▮▮ ▮▮▮▮▮▮ ▮▮▮▮ ▮▮▮▮▮ ▮▮▮▮▮▮▮ ▮▮▮▮ ▮▮▮ ▮▮▮▮▮▮ ▮▮▮▮▮ ▮▮▮▮ ▮▮▮▮▮ ▮▮▮▮▮▮ ▮▮▮▮ ▮▮▮ ▮▮▮▮▮ ▮▮▮ ▮▮▮▮▮▮ ▮▮▮▮▮ ▮▮▮▮ ▮▮▮▮▮▮▮ ▮▮▮ ▮▮▮▮▮ ▮▮▮▮▮▮ ▮▮▮▮ ▮▮▮ ▮▮▮▮▮ ▮▮▮▮▮▮ ▮▮▮▮ ▮▮▮▮ ▮▮▮▮▮▮▮ ▮▮▮▮▮ ▮▮▮ ▮▮▮▮▮▮ ▮▮▮▮ ▮▮▮▮▮ ▮▮▮▮ ▮▮▮▮▮▮ ▮▮▮▮ ▮▮▮ ▮▮▮▮▮▮▮ ▮▮▮▮ ▮▮▮▮: [18, 589, 163, 676]
- masthead: [10, 4, 1104, 44]
- index-entry: [18, 1405, 164, 1413]
- church-heading: FIRST CHURCH OF CHRIST, SCIENTIST.: [869, 601, 958, 622]
- column-accommodation-wanted: [300, 50, 440, 1490]
- classified-text-block: ▮▮▮▮▮ ▮▮▮▮ ▮▮▮▮▮ ▮▮▮▮▮▮ ▮▮▮▮ ▮▮▮ ▮▮▮▮▮ ▮▮▮▮▮▮ ▮▮▮▮ ▮▮▮▮▮▮ ▮▮▮▮ ▮▮▮: [582, 106, 709, 123]
- index-title: INDEX TO CLASSIFIED ADVERTISING: [24, 1146, 158, 1174]
- index-entry-page: 2: [160, 1329, 164, 1338]
- index-entry-label: Shipping Services: [18, 1455, 69, 1464]
- index-entry-label: Personal: [18, 1388, 43, 1397]
- classified-text-block: ▮▮▮▮▮▮ ▮▮▮▮ ▮▮▮▮▮ ▮▮▮ ▮▮▮▮▮▮ ▮▮▮▮ ▮▮▮▮▮ ▮▮▮▮ ▮▮▮▮▮▮▮ ▮▮▮ ▮▮▮▮▮ ▮▮▮▮▮▮ ▮▮▮▮ ▮▮▮ ▮▮▮▮ ▮▮▮▮▮▮ ▮▮▮▮▮ ▮▮▮▮ ▮▮▮ ▮▮▮▮▮▮ ▮▮▮▮▮ ▮▮▮▮ ▮▮▮▮▮▮ ▮▮▮ ▮▮▮▮ ▮▮▮▮▮ ▮▮▮▮▮▮ ▮▮▮▮ ▮▮▮▮▮ ▮▮▮ ▮▮▮▮▮▮ ▮▮▮▮ ▮▮▮▮▮ ▮▮▮▮▮▮ ▮▮▮ ▮▮▮▮ ▮▮▮▮▮ ▮▮▮▮▮▮ ▮▮▮▮ ▮▮▮ ▮▮▮▮▮ ▮▮▮▮▮: [448, 83, 567, 166]
- paper-title: The Dominion.: [46, 12, 258, 41]
- verse-text: Offer unto God thanksgiving, and pay thy vows unto the Most High. Every day will I bless thee, and praise Thy name for ever and ever. Wisdom is the principal thing, therefore get wisdom: yea, with all thy getting, get understanding. The fear of the Lord is the beginning of wisdom, and to depart from evil is understanding.: [862, 409, 965, 564]
- index-entry-label: Situations Vacant: [18, 1438, 67, 1447]
- classified-text-block: ▮▮▮▮▮ ▮▮▮▮ ▮▮▮▮▮▮▮ ▮▮▮ ▮▮▮▮▮▮ ▮▮▮▮ ▮▮▮▮▮ ▮▮▮▮▮▮ ▮▮▮▮ ▮▮▮: [855, 809, 972, 827]
- classified-text-block: ▮▮▮▮ ▮▮▮▮▮▮ ▮▮▮▮ ▮▮▮▮▮▮▮ ▮▮▮ ▮▮▮▮▮ ▮▮▮▮ ▮▮▮▮▮▮ ▮▮▮▮▮ ▮▮▮ ▮▮▮▮ ▮▮▮▮▮▮ ▮▮▮▮▮ ▮▮▮▮ ▮▮▮▮▮ ▮▮▮▮ ▮▮▮▮▮▮ ▮▮▮ ▮▮▮▮▮▮▮ ▮▮▮▮ ▮▮▮▮▮ ▮▮▮▮ ▮▮▮ ▮▮▮▮▮▮ ▮▮▮▮▮ ▮▮▮▮ ▮▮▮ ▮▮▮▮▮ ▮▮▮▮▮▮ ▮▮▮ ▮▮▮▮ ▮▮▮▮▮▮ ▮▮▮▮ ▮▮▮▮▮ ▮▮▮ ▮▮▮▮▮▮ ▮▮▮▮ ▮▮▮▮▮ ▮▮▮▮▮▮ ▮▮▮▮ ▮▮▮▮▮ ▮▮▮ ▮▮▮ ▮▮▮▮▮▮ ▮▮▮▮▮ ▮▮▮▮ ▮▮▮▮▮▮▮ ▮▮▮▮ ▮▮▮ ▮▮▮▮▮ ▮▮▮▮▮▮ ▮▮▮ ▮▮▮▮▮ ▮▮▮▮▮▮ ▮▮▮▮ ▮▮▮▮ ▮▮▮▮▮ ▮▮▮▮ ▮▮▮▮▮▮ ▮▮▮ ▮▮▮▮▮ ▮▮▮▮▮▮ ▮▮▮▮ ▮▮▮ ▮▮▮▮▮▮ ▮▮▮▮▮ ▮▮▮▮ ▮▮▮▮▮ ▮▮▮▮▮▮ ▮▮▮: [178, 526, 291, 667]
- come-and-worship-section: [718, 48, 1124, 1490]
- section-heading: ACCOMMODATION.: [582, 306, 709, 324]
- classified-index: [12, 1140, 170, 1523]
- divider: [178, 348, 291, 349]
- index-entry: [18, 1245, 164, 1253]
- classified-text-block: ▮▮▮▮▮ ▮▮▮▮ ▮▮▮▮▮▮▮ ▮▮▮▮ ▮▮▮ ▮▮▮▮▮ ▮▮▮▮▮▮ ▮▮▮▮ ▮▮▮▮▮▮ ▮▮▮ ▮▮▮▮▮ ▮▮▮▮▮▮ ▮▮▮▮ ▮▮▮ ▮▮▮▮ ▮▮▮▮▮▮ ▮▮▮▮▮ ▮▮▮ ▮▮▮▮▮▮ ▮▮▮▮▮ ▮▮▮▮ ▮▮▮▮▮▮▮ ▮▮▮ ▮▮▮▮ ▮▮▮▮▮ ▮▮▮▮▮▮ ▮▮▮▮ ▮▮▮ ▮▮▮▮▮▮ ▮▮▮ ▮▮▮▮ ▮▮▮▮▮▮▮ ▮▮▮▮ ▮▮▮▮▮ ▮▮▮ ▮▮▮▮▮▮ ▮▮▮▮ ▮▮▮▮▮ ▮▮▮▮▮▮ ▮▮▮▮ ▮▮▮▮▮ ▮▮▮▮ ▮▮▮ ▮▮▮▮▮▮ ▮▮▮▮ ▮▮▮▮▮ ▮▮▮▮ ▮▮▮▮▮▮ ▮▮▮ ▮▮▮▮▮ ▮▮▮▮▮▮▮ ▮▮▮▮ ▮▮▮ ▮▮▮▮▮▮ ▮▮▮▮ ▮▮▮▮▮: [178, 368, 291, 480]
- index-entry: [18, 1313, 164, 1321]
- index-entry-page: 2: [160, 1362, 164, 1371]
